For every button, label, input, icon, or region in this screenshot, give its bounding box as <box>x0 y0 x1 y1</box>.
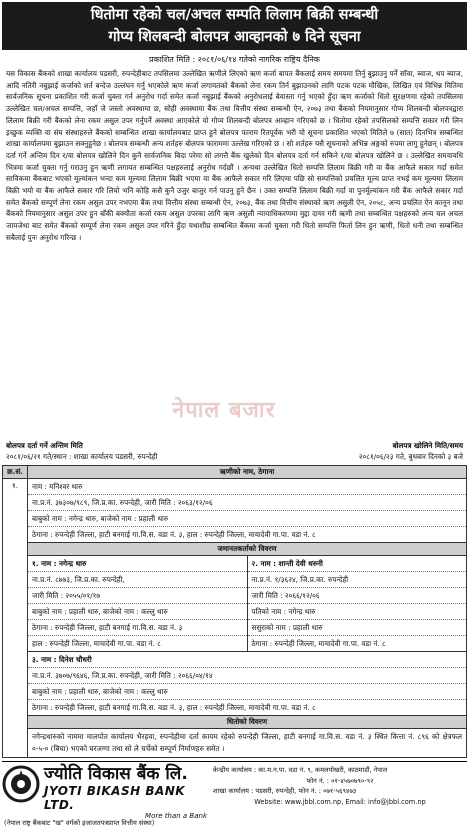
guarantor-3 <box>28 652 467 716</box>
guarantor-1 <box>28 556 247 651</box>
notice-page <box>2 2 467 827</box>
guarantor-1-relation: बाबुको नाम : प्रहाली थारु, बाजेको नाम : कल्लु थारु <box>28 604 247 620</box>
guarantor-1-citizenship: ना.प्र.नं. ८७७३, जि.प्र.का. रुपन्देही, <box>28 572 247 588</box>
serial-number: १. <box>3 479 28 758</box>
guarantor-2-address: ससुराको नाम : प्रहाली थारु <box>248 620 467 636</box>
borrower-header: ऋणीको नाम, ठेगाना <box>28 466 467 479</box>
guarantor-header-row <box>3 543 467 556</box>
branch-office: शाखा कार्यालय : पडसरी, रुपन्देही, फोन नं. : ०७१-५६९४७३ <box>213 787 357 795</box>
guarantor-header: जमानतकर्ताको विवरण <box>28 543 467 556</box>
central-phone: फोन नं. : ०१-४५७०७९०-९२ <box>306 776 374 785</box>
guarantor-3-relation: बाबुको नाम : प्रहाली थारु, बाजेको नाम : कल्लु थारु <box>28 684 466 700</box>
notice-header <box>2 2 467 50</box>
submission-deadline-value: २०८१/०६/२१ गते/स्थान : शाखा कार्यालय पडसरी, रुपन्देही <box>6 452 158 461</box>
bank-website[interactable]: Website: www.jbbl.com.np, Email: info@jbbl.com.np <box>254 797 426 806</box>
collateral-header: धितोको विवरण <box>28 716 466 729</box>
bank-emblem-icon <box>2 765 40 803</box>
bank-name-block <box>44 765 207 820</box>
bank-footer <box>2 761 467 820</box>
guarantor-2-relation: पतिको नाम : नगेन्द्र थारु <box>248 604 467 620</box>
guarantors-row <box>3 556 467 652</box>
guarantor-3-citizenship: ना.प्र.नं. ३७०७/९६४६, जि.प्र.का. रुपन्देही, जारी मिति : २०६६/०४/१४ <box>28 668 466 684</box>
details-table <box>2 465 467 758</box>
publication-date: प्रकाशित मिति : २०८१/०६/१४ गतेको नागरिक राष्ट्रिय दैनिक <box>149 55 320 64</box>
borrower-header-row <box>3 466 467 479</box>
guarantors-grid <box>28 556 466 651</box>
collateral-description: नगेन्द्रथारुको नाममा मालपोत कार्यालय भैरहवा, रुपन्देहीमा दर्ता कायम रहेको रुपन्देही जिल्ला, हाटी बनगाई गा.वि.स. वडा नं. ३ स्थित कित्ता नं. ८९६ को क्षेत्रफल ०-५-० (बिघा) भएको घरजग्गा तथा सो ले चर्चेको सम्पूर्ण निर्माणहरु समेत । <box>32 732 462 753</box>
borrower-name: नाम : मनिश्वर थारु <box>28 479 466 495</box>
collateral-row <box>3 716 467 758</box>
guarantor-1-name: १. नाम : नगेन्द्र थारु <box>28 556 247 572</box>
borrower-cell <box>28 479 467 543</box>
guarantor-2-current: ठेगाना : रुपन्देही जिल्ला, मायादेवी गा.पा. वडा नं. ८ <box>251 639 386 648</box>
borrower-citizenship: ना.प्र.नं. ३७३०७/९८९, जि.प्र.का. रुपन्देही, जारी मिति : २०६३/१२/०६ <box>28 495 466 511</box>
collateral-cell <box>28 716 467 758</box>
sn-header: क्र.सं. <box>3 466 28 479</box>
borrower-row <box>3 479 467 543</box>
guarantor-1-address: ठेगाना : रुपन्देही जिल्ला, हाटी बनगाई गा.वि.स. वडा नं. ३ <box>28 620 247 636</box>
guarantor-2-issued: जारी मिति : २०६६/१२/०६ <box>248 588 467 604</box>
notice-body: यस विकास बैंकको शाखा कार्यालय पडसरी, रुपन्देहीबाट तपसिलमा उल्लेखित ऋणीले लिएको ऋण कर्जा बापत बैंकलाई समय समयमा तिर्नु बुझाउनु पर्ने सॉवा, ब्याज, थप ब्याज, आदि नतिरी नबुझाई कर्जाको शर्त बन्देज उल्लंघन गर्नु भएकोले ऋण कर्जा लगायतको बैंकको लेना रकम तिर्न बुझाउनको लागि पटक पटक मौखिक, लिखित एवं विभिन्न मितिमा सार्वजनिक सूचना प्रकाशित गरी कर्जा चुक्ता गर्न अनुरोध गर्दा समेत कर्जा नबुझाई बैंकको अनुरोधलाई बेवास्ता गर्नु भएको हुँदा ऋण कर्जाको धितो सुरक्षणमा रहेको तपसिलमा उल्लेखित चल/अचल सम्पत्ति, जहाँ जे जस्तो अवस्थामा छ, सोही अवस्थामा बैंक तथा वित्तीय संस्था सम्बन्धी ऐन, २०७३ तथा बैंकको नियमानुसार गोप्य शिलबन्दी बोलपत्रद्वारा लिलाम बिक्री गरी बैंकको लेना रकम असुल उपर गर्नुपर्ने अवस्था आएकोले यो गोप्य शिलबन्दी बोलपत्र आव्हान गरिएको छ । धितोमा रहेको तपसिलको सम्पत्ति सकार गरी लिन इच्छुक व्यक्ति वा संघ संस्थाहरुले बैंकको सम्बन्धित शाखा कार्यालयबाट प्राप्त हुने बोलपत्र फाराम रितपूर्वक भरी यो सूचना प्रकाशित भएको मितिले ७ (सात) दिनभित्र सम्बन्धित शाखा कार्यालयमा बुझाउन सक्नुहुनेछ । बोलपत्र सम्बन्धी अन्य शर्तहरु बोलपत्र फाराममा उल्लेख गरिएको छ । सो शर्तहरु यसै सूचनाको अभिन्न अङ्गको रुपमा लागु हुनेछन् । बोलपत्र दर्ता गर्ने अन्तिम दिन र/वा बोलपत्र खोलिने दिन कुनै सार्वजनिक बिदा परेमा सो लगत्तै बैंक खुलेको दिन बोलपत्र दर्ता गर्न सकिने र/वा बोलपत्र खोलिने छ । उल्लेखित समयावधि भित्रमा कर्जा चुक्ता गर्नु गराउनु हुन ऋणी लगायत सम्बन्धित पक्षहरुलाई अनुरोध गर्दछौं । अन्यथा उल्लेखित धितो सम्पत्ति लिलाम बिक्री गरी वा बैंक आफैले सकार गर्दा समेत साविकमा बैंकबाट भएको मूल्यांकन भन्दा कम मूल्यमा लिलाम बिक्री भएमा वा बैंक आफैले सकार गरि लिएमा पछि सो सम्पत्तिको प्रचलित मूल्य प्राप्त नभई कम मूल्यमा लिलाम बिक्री भयो वा बैंक आफैले सकार गरि लियो भनि कोहि कसै कुनै उजुर बाजुर गर्न पाउनु हुने छैन । उक्त सम्पत्ति लिलाम बिक्री गर्दा वा पुनर्मूल्यांकन गरी बैंक आफैले सकार गर्दा समेत बैंकको सम्पूर्ण लेना रकम असुल उपर नभएमा बैंक तथा वित्तीय संस्था सम्बन्धी ऐन, २०७३, बैंक तथा वित्तीय संस्थाको ऋण असुली ऐन, २०५८, अन्य प्रचलित ऐन कानून तथा बैंकको नियमानुसार असुल उपर हुन बाँकी बक्यौता कर्जा रकम असुल उपरका लागि ऋण असुली न्यायाधिकरणमा मुद्दा दायर गरी ऋणी तथा सम्बन्धित पक्षहरुको अन्य चल अचल जायजेथा बाट समेत बैंकको सम्पूर्ण लेना रकम असुल उपर गरिने हुँदा यथाशीघ्र सम्बन्धित बैंकमा कर्जा चुक्ता गरी धितो सम्पत्ति फिर्ता लिन हुन ऋणी, धितो धनी तथा सम्बन्धित सबैलाई पुनः अनुरोध गरिन्छ । <box>6 69 463 242</box>
opening-date-label: बोलपत्र खोलिने मिति/समय <box>392 441 463 450</box>
guarantor-2 <box>247 556 466 651</box>
deadline-values <box>2 452 467 465</box>
guarantor-3-address: ठेगाना : रुपन्देही जिल्ला, हाटी बनगाई गा.वि.स. वडा नं. ३, हाल : रुपन्देही जिल्ला, मायादेवी गा.पा. वडा नं. ८ <box>32 703 316 712</box>
opening-date-value: २०८१/०६/२३ गते, बुधबार दिनको ३ बजे <box>358 452 463 461</box>
borrower-address: ठेगाना : रुपन्देही जिल्ला, हाटी बनगाई गा.वि.स. वडा नं. ३, हाल : रुपन्देही जिल्ला, मायादेवी गा.पा. वडा नं. ८ <box>32 530 316 539</box>
guarantor-3-row <box>3 652 467 716</box>
bank-logo <box>2 765 207 820</box>
bank-name-english: JYOTI BIKASH BANK LTD. <box>44 784 186 812</box>
submission-deadline-label: बोलपत्र दर्ता गर्ने अन्तिम मिति <box>6 441 83 450</box>
guarantors-cell <box>28 556 467 652</box>
deadline-labels <box>2 440 467 452</box>
guarantor-3-name: ३. नाम : दिनेश चौधरी <box>28 652 466 668</box>
borrower-parents: बाबुको नाम : नगेन्द्र थारु, बाजेको नाम : प्रहाली थारु <box>28 511 466 527</box>
guarantor-2-name: २. नाम : शान्ती देवी थरुनी <box>248 556 467 572</box>
bank-contact <box>207 765 467 820</box>
bank-tagline: More than a Bank <box>145 812 207 820</box>
notice-title-line1: धितोमा रहेको चल/अचल सम्पति लिलाम बिक्री सम्बन्धी <box>90 7 379 23</box>
central-office: केन्द्रीय कार्यालय : का.म.न.पा. वडा नं. ९, कमलपोखरी, काठमाडौं, नेपाल <box>213 766 388 774</box>
bank-name-nepali: ज्योति विकास बैंक लि. <box>44 764 188 784</box>
guarantor-1-issued: जारी मिति : २०५५/०१/१७ <box>28 588 247 604</box>
bank-registration: (नेपाल राष्ट्र बैंकबाट "ख" वर्गको इजाजतपत्रप्राप्त वित्तीय संस्था) <box>4 819 155 827</box>
guarantor-2-citizenship: ना.प्र.नं. १/३६२४, जि.प्र.का. रुपन्देही <box>248 572 467 588</box>
watermark-logo: नेपाल बजार <box>172 398 276 423</box>
notice-title-line2: गोप्य शिलबन्दी बोलपत्र आव्हानको ७ दिने सूचना <box>108 29 361 45</box>
guarantor-1-current: हाल : रुपन्देही जिल्ला, मायादेवी गा.पा. वडा नं. ८ <box>32 639 161 648</box>
